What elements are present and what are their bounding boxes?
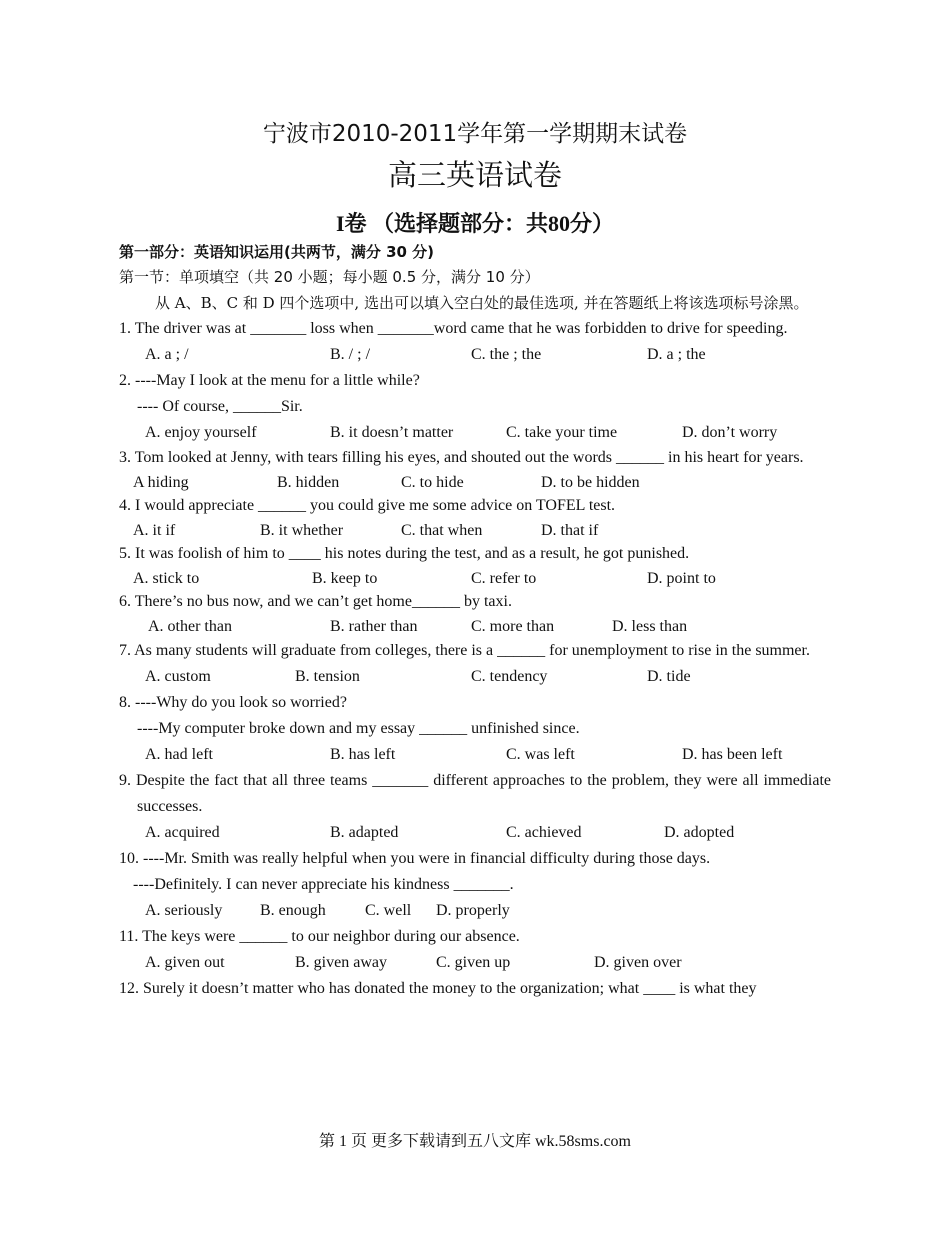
volume-title: I卷 （选择题部分：共80分） — [335, 211, 615, 236]
option-d: D. don’t worry — [682, 424, 778, 441]
option-b: B. it whether — [260, 522, 344, 539]
option-a: A. other than — [148, 618, 232, 635]
option-c: C. tendency — [471, 668, 548, 685]
option-a: A. had left — [145, 746, 213, 763]
option-d: D. tide — [647, 668, 691, 685]
question-5: 5. It was foolish of him to ____ his notes during the test, and as a result, he got punished. — [119, 545, 690, 562]
question-8-reply: ----My computer broke down and my essay ______ unfinished since. — [137, 720, 580, 737]
option-a: A. a ; / — [145, 346, 189, 363]
option-a: A. enjoy yourself — [145, 424, 257, 441]
question-6-options — [119, 614, 831, 638]
question-10-reply: ----Definitely. I can never appreciate his kindness _______. — [133, 876, 514, 893]
option-c: C. to hide — [401, 474, 464, 491]
option-c: C. more than — [471, 618, 555, 635]
option-a: A. custom — [145, 668, 211, 685]
option-a: A. given out — [145, 954, 225, 971]
option-c: C. that when — [401, 522, 483, 539]
option-c: C. well — [365, 902, 412, 919]
option-c: C. achieved — [506, 824, 582, 841]
question-12: 12. Surely it doesn’t matter who has donated the money to the organization; what ____ is what they — [119, 980, 757, 997]
instructions: 从 A、B、C 和 D 四个选项中, 选出可以填入空白处的最佳选项, 并在答题纸上将该选项标号涂黑。 — [155, 294, 809, 312]
option-b: B. tension — [295, 668, 360, 685]
exam-title: 宁波市2010-2011学年第一学期期末试卷 — [262, 121, 688, 147]
option-d: D. a ; the — [647, 346, 706, 363]
question-8: 8. ----Why do you look so worried? — [119, 694, 347, 711]
question-6: 6. There’s no bus now, and we can’t get home______ by taxi. — [119, 593, 512, 610]
option-b: B. keep to — [312, 570, 378, 587]
exam-content — [119, 240, 831, 1002]
option-b: B. adapted — [330, 824, 399, 841]
option-c: C. refer to — [471, 570, 537, 587]
option-b: B. enough — [260, 902, 326, 919]
option-d: D. given over — [594, 954, 682, 971]
option-d: D. to be hidden — [541, 474, 640, 491]
question-11: 11. The keys were ______ to our neighbor during our absence. — [119, 928, 520, 945]
question-2-options — [119, 420, 831, 446]
option-b: B. given away — [295, 954, 387, 971]
option-d: D. properly — [436, 902, 510, 919]
subsection-heading: 第一节：单项填空（共 20 小题；每小题 0.5 分，满分 10 分） — [119, 268, 540, 286]
option-b: B. hidden — [277, 474, 340, 491]
option-c: C. was left — [506, 746, 575, 763]
option-d: D. point to — [647, 570, 716, 587]
option-a: A. seriously — [145, 902, 223, 919]
question-2-reply: ---- Of course, ______Sir. — [137, 398, 303, 415]
option-c: C. take your time — [506, 424, 618, 441]
question-4-options — [119, 518, 831, 542]
option-b: B. it doesn’t matter — [330, 424, 454, 441]
option-d: D. has been left — [682, 746, 783, 763]
question-10-options — [119, 898, 831, 924]
question-9-options — [119, 820, 831, 846]
question-10: 10. ----Mr. Smith was really helpful when you were in financial difficulty during those days. — [119, 850, 711, 867]
option-d: D. less than — [612, 618, 688, 635]
question-11-options — [119, 950, 831, 976]
option-d: D. that if — [541, 522, 599, 539]
option-b: B. rather than — [330, 618, 418, 635]
page-footer: 第 1 页 更多下载请到五八文库 wk.58sms.com — [318, 1133, 631, 1150]
option-c: C. given up — [436, 954, 511, 971]
option-a: A. stick to — [133, 570, 200, 587]
option-a: A. acquired — [145, 824, 220, 841]
option-b: B. / ; / — [330, 346, 371, 363]
exam-subject-title: 高三英语试卷 — [387, 158, 562, 192]
question-7-options — [119, 664, 831, 690]
option-c: C. the ; the — [471, 346, 542, 363]
option-a: A. it if — [133, 522, 176, 539]
part-heading: 第一部分：英语知识运用(共两节，满分 30 分) — [119, 243, 435, 261]
question-1-options — [119, 342, 831, 368]
option-b: B. has left — [330, 746, 396, 763]
question-8-options — [119, 742, 831, 768]
option-d: D. adopted — [664, 824, 735, 841]
question-3-options — [119, 470, 831, 494]
question-3: 3. Tom looked at Jenny, with tears filling his eyes, and shouted out the words ______ in his heart for years. — [119, 449, 804, 466]
option-a: A hiding — [133, 474, 189, 491]
question-1: 1. The driver was at _______ loss when _______word came that he was forbidden to drive for speeding. — [119, 320, 788, 337]
question-7: 7. As many students will graduate from colleges, there is a ______ for unemployment to rise in the summer. — [119, 642, 810, 659]
question-9: 9. Despite the fact that all three teams _______ different approaches to the problem, they were all immediate successes. — [119, 772, 831, 815]
question-2: 2. ----May I look at the menu for a little while? — [119, 372, 420, 389]
question-5-options — [119, 566, 831, 590]
question-4: 4. I would appreciate ______ you could give me some advice on TOFEL test. — [119, 497, 616, 514]
